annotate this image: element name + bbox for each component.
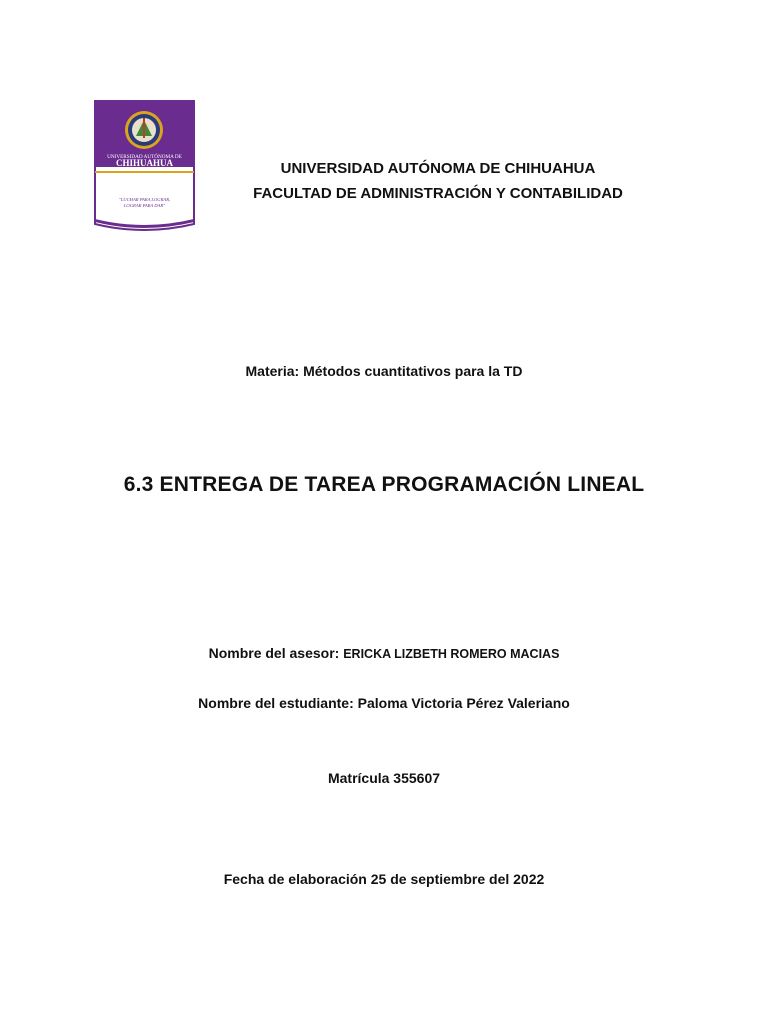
advisor-label: Nombre del asesor: <box>208 645 344 661</box>
advisor-name: ERICKA LIZBETH ROMERO MACIAS <box>343 647 560 661</box>
date-line: Fecha de elaboración 25 de septiembre del 2022 <box>223 871 545 887</box>
faculty-name: FACULTAD DE ADMINISTRACIÓN Y CONTABILIDAD <box>253 185 623 202</box>
student-line: Nombre del estudiante: Paloma Victoria Pérez Valeriano <box>198 695 570 711</box>
logo-motto-line1: "LUCHAR PARA LOGRAR, <box>118 197 171 202</box>
logo-name-top: UNIVERSIDAD AUTÓNOMA DE <box>107 154 182 160</box>
subject-line: Materia: Métodos cuantitativos para la TD <box>245 363 523 379</box>
university-name: UNIVERSIDAD AUTÓNOMA DE CHIHUAHUA <box>280 160 596 177</box>
advisor-line <box>0 645 768 661</box>
enrollment-line: Matrícula 355607 <box>327 770 441 786</box>
document-title: 6.3 ENTREGA DE TAREA PROGRAMACIÓN LINEAL <box>123 473 645 496</box>
logo-motto-line2: LOGRAR PARA DAR" <box>123 203 166 208</box>
logo-name-bottom: CHIHUAHUA <box>115 158 174 168</box>
